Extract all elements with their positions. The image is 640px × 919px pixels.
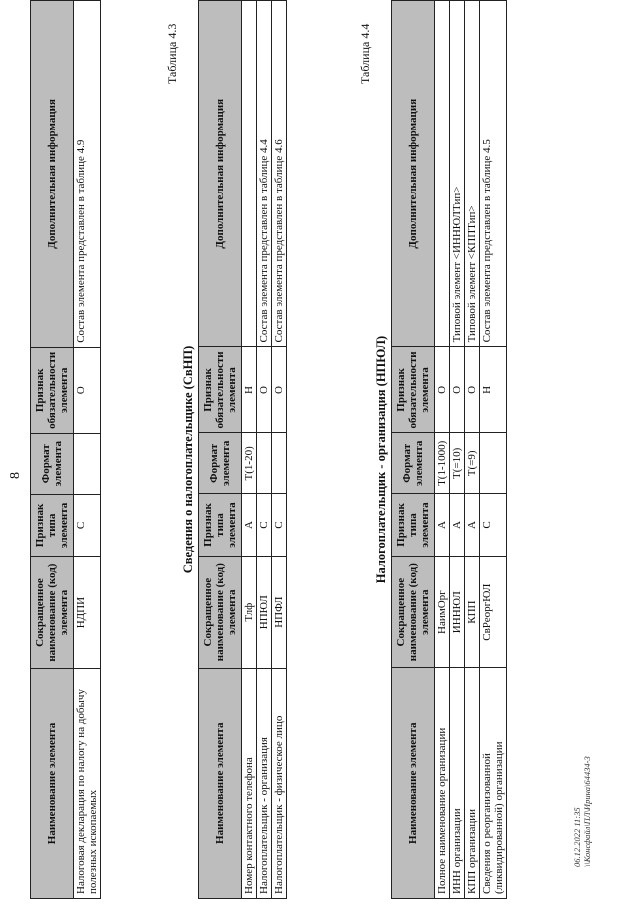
cell-type: С xyxy=(480,494,507,557)
col-header-name: Наименование элемента xyxy=(199,668,242,898)
cell-format xyxy=(272,433,287,494)
col-header-type: Признак типа элемента xyxy=(392,494,435,557)
cell-required: О xyxy=(465,347,480,433)
cell-format: Т(=10) xyxy=(450,433,465,494)
cell-name: КПП организации xyxy=(465,668,480,899)
cell-type: А xyxy=(465,494,480,557)
table-4-4 xyxy=(391,0,507,899)
table-row xyxy=(272,1,287,899)
cell-format xyxy=(480,433,507,494)
cell-required: О xyxy=(435,347,450,433)
col-header-format: Формат элемента xyxy=(31,433,74,494)
table-row xyxy=(450,1,465,899)
col-header-required: Признак обязательности элемента xyxy=(31,347,74,433)
table-row xyxy=(435,1,450,899)
col-header-code: Сокращенное наименование (код) элемента xyxy=(392,556,435,668)
cell-code: НаимОрг xyxy=(435,556,450,668)
footer-path: \\Консфайл\ПЛ\Ирина\64434-3 xyxy=(582,756,592,867)
col-header-format: Формат элемента xyxy=(392,433,435,494)
cell-name: Полное наименование организации xyxy=(435,668,450,899)
cell-type: А xyxy=(450,494,465,557)
cell-info: Состав элемента представлен в таблице 4.4 xyxy=(257,1,272,347)
cell-type: С xyxy=(74,494,101,557)
col-header-info: Дополнительная информация xyxy=(199,1,242,347)
table-4-3 xyxy=(198,0,287,899)
table-4-4-title: Налогоплательщик - организация (НПЮЛ) xyxy=(374,335,388,584)
col-header-code: Сокращенное наименование (код) элемента xyxy=(199,556,242,668)
cell-code: Тлф xyxy=(242,556,257,668)
page-number: 8 xyxy=(8,472,23,479)
cell-required: О xyxy=(272,347,287,433)
col-header-required: Признак обязательности элемента xyxy=(199,347,242,433)
table-row xyxy=(465,1,480,899)
cell-name: Номер контактного телефона xyxy=(242,668,257,898)
cell-code: КПП xyxy=(465,556,480,668)
col-header-info: Дополнительная информация xyxy=(392,1,435,347)
cell-required: О xyxy=(450,347,465,433)
cell-name: Сведения о реорганизованной (ликвидированной) организации xyxy=(480,668,507,899)
cell-info: Типовой элемент <КППТип> xyxy=(465,1,480,347)
table-row xyxy=(74,1,101,899)
cell-format: Т(=9) xyxy=(465,433,480,494)
cell-code: ИННЮЛ xyxy=(450,556,465,668)
col-header-type: Признак типа элемента xyxy=(31,494,74,557)
col-header-name: Наименование элемента xyxy=(31,668,74,898)
cell-type: С xyxy=(272,494,287,557)
cell-type: А xyxy=(242,494,257,557)
cell-info xyxy=(435,1,450,347)
table-header-row xyxy=(199,1,242,899)
col-header-type: Признак типа элемента xyxy=(199,494,242,557)
cell-required: Н xyxy=(242,347,257,433)
table-header-row xyxy=(392,1,435,899)
cell-name: Налогоплательщик - физическое лицо xyxy=(272,668,287,898)
cell-name: Налогоплательщик - организация xyxy=(257,668,272,898)
col-header-code: Сокращенное наименование (код) элемента xyxy=(31,557,74,669)
col-header-required: Признак обязательности элемента xyxy=(392,347,435,433)
cell-format: Т(1-1000) xyxy=(435,433,450,494)
cell-info xyxy=(242,1,257,347)
cell-code: СвРеоргЮЛ xyxy=(480,556,507,668)
cell-code: НПЮЛ xyxy=(257,556,272,668)
cell-info: Состав элемента представлен в таблице 4.9 xyxy=(74,1,101,348)
cell-code: НПФЛ xyxy=(272,556,287,668)
table-4-3-title: Сведения о налогоплательщике (СвНП) xyxy=(181,345,195,574)
col-header-format: Формат элемента xyxy=(199,433,242,494)
cell-type: С xyxy=(257,494,272,557)
table-continuation xyxy=(30,0,101,899)
cell-info: Состав элемента представлен в таблице 4.6 xyxy=(272,1,287,347)
table-row xyxy=(480,1,507,899)
cell-info: Состав элемента представлен в таблице 4.5 xyxy=(480,1,507,347)
cell-format xyxy=(257,433,272,494)
cell-name: ИНН организации xyxy=(450,668,465,899)
cell-type: А xyxy=(435,494,450,557)
cell-required: Н xyxy=(480,347,507,433)
cell-required: О xyxy=(74,347,101,433)
cell-format xyxy=(74,433,101,494)
cell-name: Налоговая декларация по налогу на добычу полезных ископаемых xyxy=(74,668,101,898)
cell-required: О xyxy=(257,347,272,433)
table-row xyxy=(242,1,257,899)
cell-info: Типовой элемент <ИННЮЛТип> xyxy=(450,1,465,347)
footer-date: 06.12.2022 11:35 xyxy=(572,807,582,867)
col-header-name: Наименование элемента xyxy=(392,668,435,899)
table-4-3-caption: Таблица 4.3 xyxy=(165,23,179,84)
col-header-info: Дополнительная информация xyxy=(31,1,74,348)
cell-format: Т(1-20) xyxy=(242,433,257,494)
table-header-row xyxy=(31,1,74,899)
table-4-4-caption: Таблица 4.4 xyxy=(358,23,372,84)
footer-stamp xyxy=(572,756,592,867)
cell-code: НДПИ xyxy=(74,557,101,669)
table-row xyxy=(257,1,272,899)
